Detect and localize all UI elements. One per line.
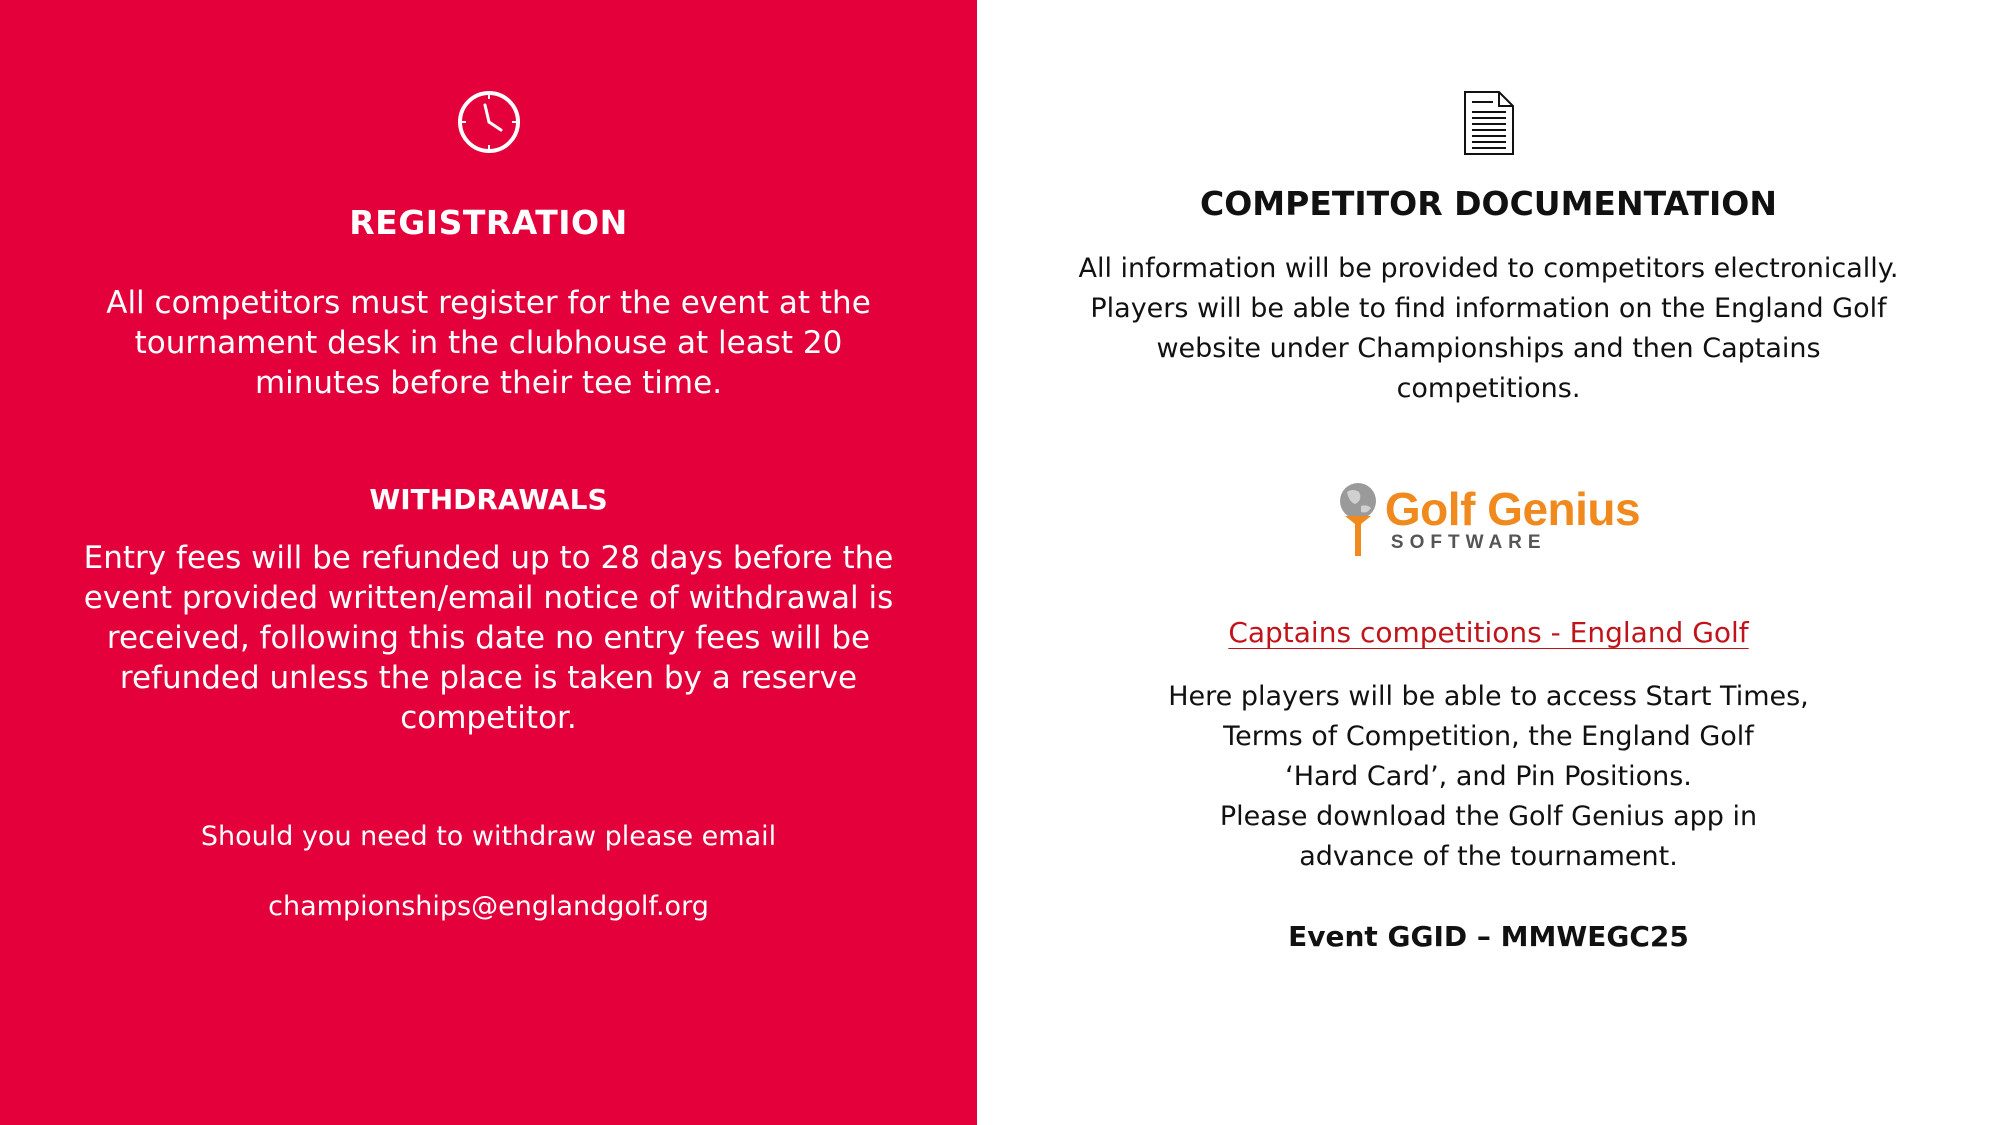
document-icon-wrapper [977,90,2000,158]
registration-heading: REGISTRATION [349,203,628,242]
registration-text: All competitors must register for the event at the tournament desk in the clubhouse at least 20 minutes before their tee time. [106,285,871,401]
clock-icon-wrapper [0,90,977,158]
captains-competitions-link[interactable]: Captains competitions - England Golf [1228,616,1749,649]
logo-title: Golf Genius [1384,483,1641,535]
captains-competitions-link-wrapper [977,616,2000,649]
withdraw-prompt: Should you need to withdraw please email [200,821,777,852]
clock-icon [457,90,521,154]
access-line: ‘Hard Card’, and Pin Positions. [1285,761,1692,792]
access-line: advance of the tournament. [1299,841,1678,872]
document-icon [1463,90,1515,156]
email-address: championships@englandgolf.org [268,891,709,922]
left-panel [0,0,977,1125]
logo-subtitle: SOFTWARE [1390,532,1547,553]
golf-ball-tee-icon [1337,480,1379,560]
documentation-text: All information will be provided to competitors electronically. Players will be able to find information on the England Golf website under Championships and then Captains competitions. [1078,253,1899,404]
event-ggid: Event GGID – MMWEGC25 [1288,920,1689,953]
access-line: Terms of Competition, the England Golf [1223,721,1754,752]
documentation-heading: COMPETITOR DOCUMENTATION [1200,184,1777,223]
golf-genius-logo [977,480,2000,560]
right-panel [977,0,2000,1125]
withdrawals-heading: WITHDRAWALS [369,483,608,516]
access-line: Please download the Golf Genius app in [1219,801,1758,832]
access-line: Here players will be able to access Start Times, [1168,681,1809,712]
access-info [1057,677,1920,877]
withdrawals-text: Entry fees will be refunded up to 28 days before the event provided written/email notice of withdrawal is received, following this date no entry fees will be refunded unless the place is taken by a reserve competitor. [83,540,894,736]
